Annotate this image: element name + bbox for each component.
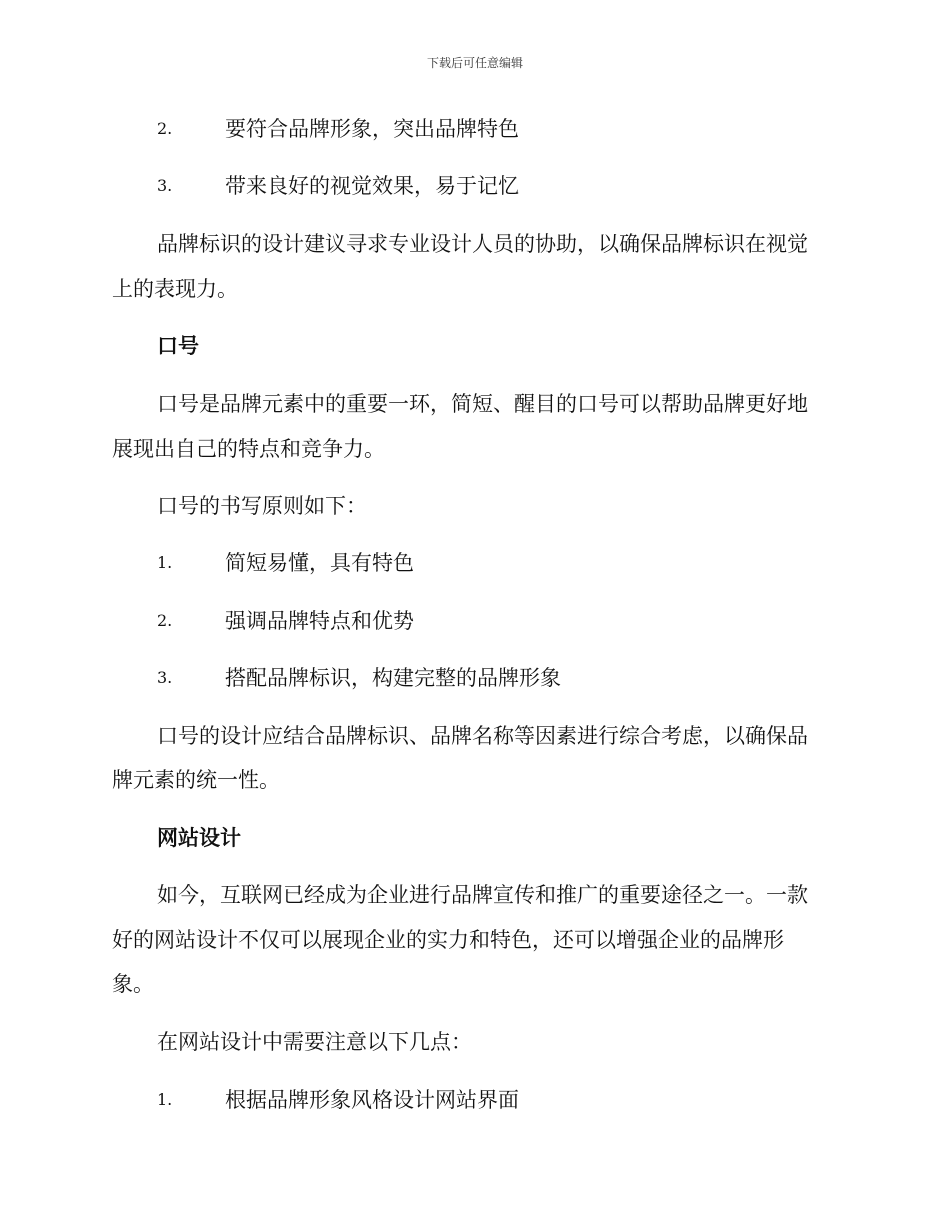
list-text: 带来良好的视觉效果，易于记忆 bbox=[225, 174, 519, 198]
paragraph-line: 象。 bbox=[112, 972, 154, 996]
list-text: 简短易懂，具有特色 bbox=[225, 551, 414, 575]
paragraph-line: 在网站设计中需要注意以下几点： bbox=[157, 1030, 472, 1054]
list-number: 1. bbox=[157, 1090, 173, 1109]
list-number: 3. bbox=[157, 668, 173, 687]
list-text: 搭配品牌标识，构建完整的品牌形象 bbox=[225, 666, 561, 690]
section-heading: 网站设计 bbox=[157, 826, 241, 850]
section-heading: 口号 bbox=[157, 334, 199, 358]
list-text: 强调品牌特点和优势 bbox=[225, 609, 414, 633]
list-number: 2. bbox=[157, 611, 173, 630]
page-header: 下载后可任意编辑 bbox=[426, 56, 523, 70]
paragraph-line: 牌元素的统一性。 bbox=[112, 768, 280, 792]
list-text: 根据品牌形象风格设计网站界面 bbox=[225, 1088, 519, 1112]
list-number: 1. bbox=[157, 553, 173, 572]
paragraph-line: 如今，互联网已经成为企业进行品牌宣传和推广的重要途径之一。一款 bbox=[157, 883, 808, 907]
paragraph-line: 好的网站设计不仅可以展现企业的实力和特色，还可以增强企业的品牌形 bbox=[112, 928, 784, 952]
paragraph-line: 口号的设计应结合品牌标识、品牌名称等因素进行综合考虑，以确保品 bbox=[157, 724, 808, 748]
paragraph-line: 展现出自己的特点和竞争力。 bbox=[112, 437, 385, 461]
paragraph-line: 口号的书写原则如下： bbox=[157, 494, 367, 518]
list-text: 要符合品牌形象，突出品牌特色 bbox=[225, 117, 519, 141]
paragraph-line: 口号是品牌元素中的重要一环，简短、醒目的口号可以帮助品牌更好地 bbox=[157, 392, 808, 416]
list-number: 2. bbox=[157, 119, 173, 138]
paragraph-line: 上的表现力。 bbox=[112, 277, 238, 301]
paragraph-line: 品牌标识的设计建议寻求专业设计人员的协助，以确保品牌标识在视觉 bbox=[157, 232, 808, 256]
list-number: 3. bbox=[157, 176, 173, 195]
